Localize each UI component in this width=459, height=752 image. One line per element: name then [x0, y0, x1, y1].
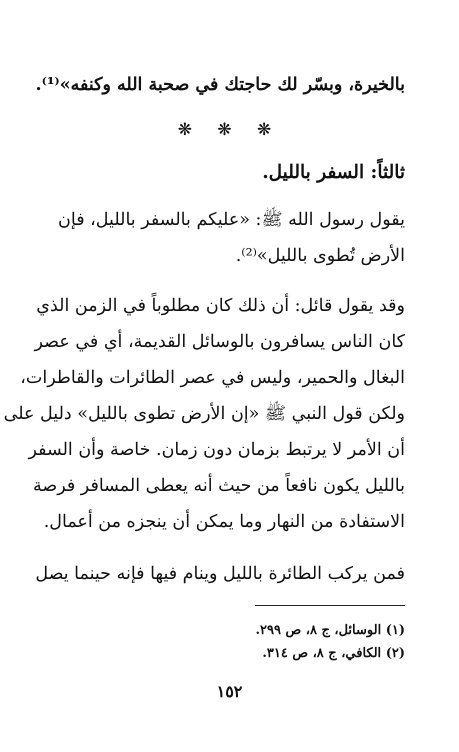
objection-line-6: بالليل يكون نافعاً من حيث أنه يعطى المسافر فرصة — [32, 476, 405, 496]
section-divider-stars: ❋ ❋ ❋ — [177, 120, 282, 140]
section-heading: ثالثاً: السفر بالليل. — [262, 162, 405, 183]
objection-line-5: أن الأمر لا يرتبط بزمان دون زمان. خاصة وأن السفر — [28, 440, 405, 460]
last-paragraph-line: فمن يركب الطائرة بالليل وينام فيها فإنه حينما يصل — [35, 564, 405, 584]
objection-line-4: ولكن قول النبي ﷺ «إن الأرض تطوى بالليل» دليل على — [3, 404, 405, 424]
intro-line: بالخيرة، وبسّر لك حاجتك في صحبة الله وكنفه»⁽¹⁾. — [35, 75, 405, 95]
hadith-line-1: يقول رسول الله ﷺ: «عليكم بالسفر بالليل، فإن — [58, 210, 405, 230]
footnote-1: (١) الوسائل، ج ٨، ص ٢٩٩. — [255, 623, 405, 638]
objection-line-1: وقد يقول قائل: أن ذلك كان مطلوباً في الزمن الذي — [36, 296, 405, 316]
objection-line-7: الاستفادة من النهار وما يمكن أن ينجزه من أعمال. — [43, 512, 405, 532]
page-number: ١٥٢ — [216, 682, 243, 701]
hadith-line-2: الأرض تُطوى بالليل»⁽²⁾. — [235, 246, 405, 266]
footnote-2: (٢) الكافي، ج ٨، ص ٣١٤. — [262, 646, 405, 661]
objection-line-3: البغال والحمير، وليس في عصر الطائرات والقاطرات، — [20, 368, 405, 388]
objection-line-2: كان الناس يسافرون بالوسائل القديمة، أي في عصر — [34, 332, 405, 352]
footnote-separator — [255, 605, 405, 606]
